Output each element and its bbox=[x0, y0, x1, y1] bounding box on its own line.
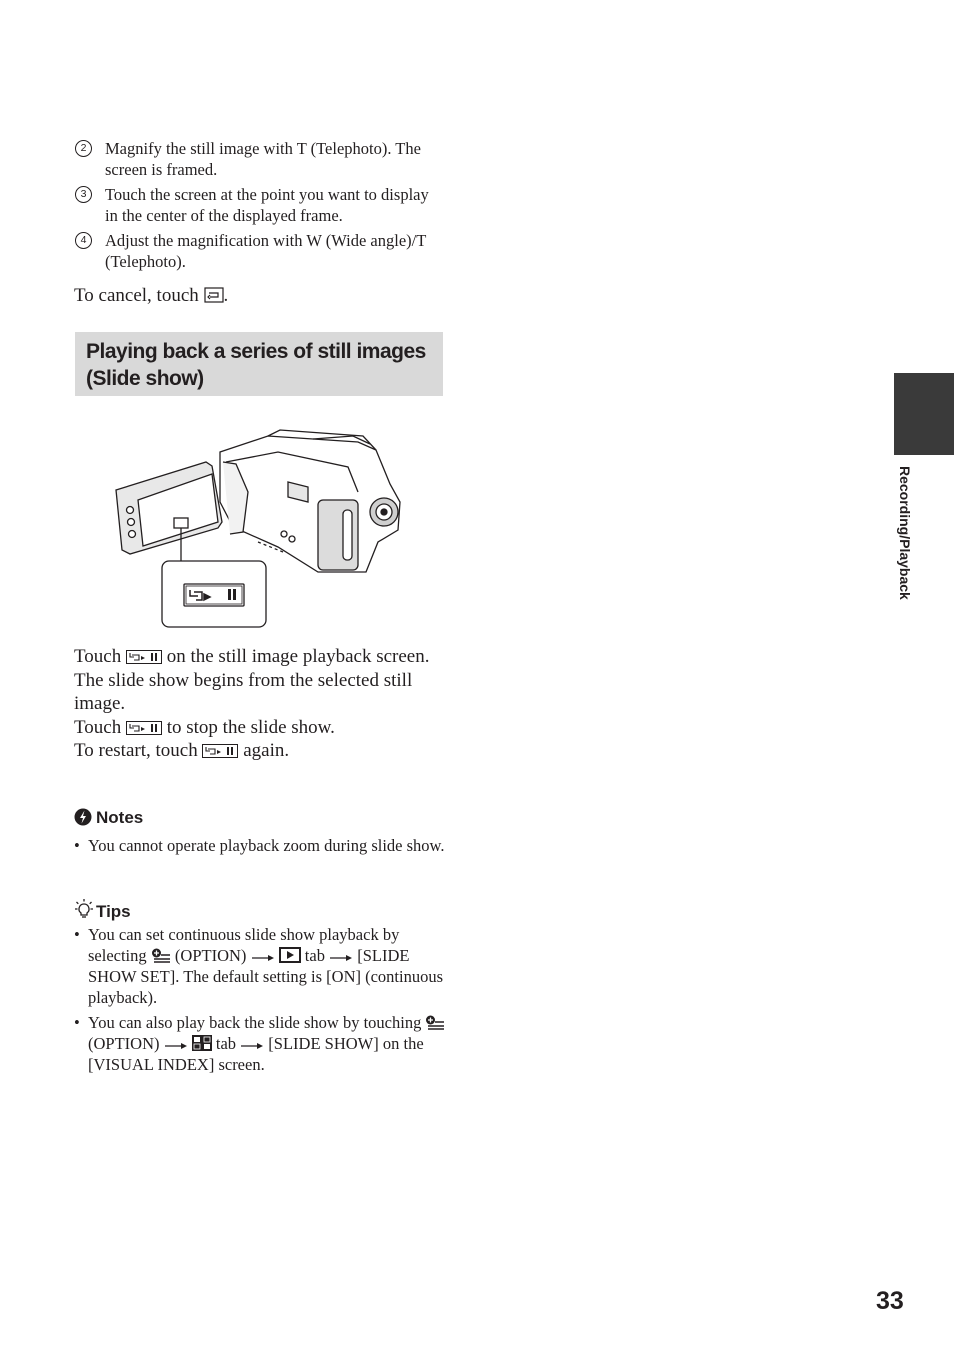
step-text: Adjust the magnification with W (Wide angle)/T (Telephoto). bbox=[105, 231, 427, 271]
step-item bbox=[74, 230, 444, 272]
list-item: • You cannot operate playback zoom during slide show. bbox=[74, 835, 446, 856]
tip-text: tab bbox=[215, 1034, 237, 1053]
section-heading: Playing back a series of still images (Slide show) bbox=[75, 332, 443, 396]
chapter-tab bbox=[894, 373, 954, 455]
instruction-text: to stop the slide show. bbox=[166, 716, 335, 738]
instruction-line: The slide show begins from the selected still image. bbox=[74, 669, 413, 714]
return-icon bbox=[204, 287, 224, 303]
tip-text: [SLIDE SHOW] on the [VISUAL INDEX] screen. bbox=[88, 1034, 424, 1074]
step-number: 4 bbox=[75, 232, 92, 249]
tips-heading bbox=[74, 898, 131, 925]
instruction-text: again. bbox=[243, 740, 290, 761]
instruction-line bbox=[74, 716, 449, 740]
step-number: 2 bbox=[75, 140, 92, 157]
arrow-right-icon bbox=[164, 1041, 188, 1051]
list-item bbox=[74, 924, 446, 1008]
slide-show-icon bbox=[202, 744, 238, 758]
arrow-right-icon bbox=[240, 1041, 264, 1051]
index-tab-icon bbox=[192, 1035, 212, 1051]
instruction-text: on the still image playback screen. bbox=[166, 646, 430, 667]
tip-text: You can set continuous slide show playback by selecting bbox=[88, 925, 400, 965]
instruction-line bbox=[74, 739, 449, 763]
instruction-text: To restart, touch bbox=[74, 740, 198, 761]
numbered-steps bbox=[74, 138, 444, 276]
arrow-right-icon bbox=[251, 953, 275, 963]
slide-show-icon bbox=[126, 721, 162, 735]
notes-heading bbox=[74, 808, 143, 831]
camcorder-illustration bbox=[108, 422, 408, 632]
arrow-right-icon bbox=[329, 953, 353, 963]
instruction-text: Touch bbox=[74, 646, 122, 667]
notes-title: Notes bbox=[96, 808, 144, 827]
list-item bbox=[74, 1012, 446, 1075]
tip-text: tab bbox=[304, 946, 325, 965]
chapter-label: Recording/Playback bbox=[897, 466, 913, 600]
tips-title: Tips bbox=[96, 902, 131, 921]
cancel-text: To cancel, touch bbox=[74, 285, 199, 306]
cancel-instruction bbox=[74, 284, 228, 308]
tips-list bbox=[74, 924, 446, 1079]
option-icon bbox=[425, 1015, 445, 1030]
tip-text: (OPTION) bbox=[88, 1034, 160, 1053]
cancel-period: . bbox=[223, 285, 229, 306]
instruction-text: Touch bbox=[74, 716, 122, 738]
step-item bbox=[74, 138, 444, 180]
instruction-line bbox=[74, 645, 449, 669]
tip-text: [SLIDE SHOW SET]. The default setting is [ON] (continuous playback). bbox=[88, 946, 444, 1007]
slide-show-icon bbox=[126, 650, 162, 664]
playback-tab-icon bbox=[279, 947, 301, 963]
notes-list bbox=[74, 835, 446, 860]
page-number: 33 bbox=[876, 1287, 904, 1315]
notes-icon bbox=[74, 808, 96, 831]
lightbulb-icon bbox=[74, 898, 96, 925]
step-number: 3 bbox=[75, 186, 92, 203]
step-text: Touch the screen at the point you want to display in the center of the displayed frame. bbox=[105, 185, 429, 225]
tip-text: (OPTION) bbox=[174, 946, 247, 965]
slide-show-instructions bbox=[74, 645, 449, 763]
option-icon bbox=[151, 948, 171, 963]
step-text: Magnify the still image with T (Telephoto). The screen is framed. bbox=[105, 139, 421, 179]
step-item bbox=[74, 184, 444, 226]
tip-text: You can also play back the slide show by touching bbox=[88, 1013, 422, 1032]
